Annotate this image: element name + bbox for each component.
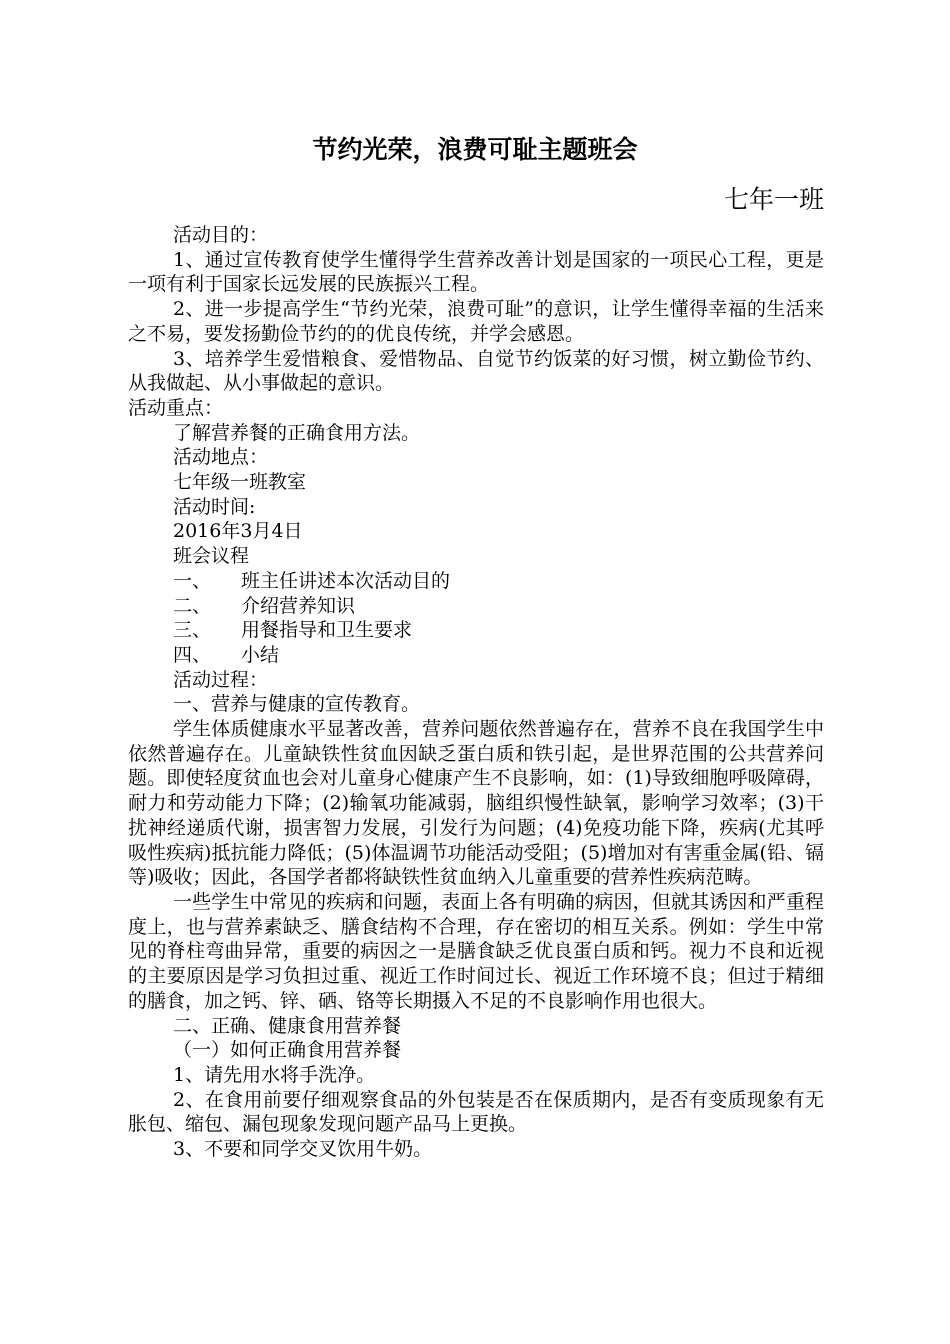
section-heading: 二、正确、健康食用营养餐 <box>173 1014 402 1037</box>
paragraph: 了解营养餐的正确食用方法。 <box>173 421 421 444</box>
agenda-number: 三、 <box>173 619 212 642</box>
agenda-number: 四、 <box>173 643 212 666</box>
agenda-text: 介绍营养知识 <box>241 594 356 617</box>
section-heading: 活动重点： <box>128 396 224 419</box>
section-heading: 活动目的： <box>173 224 269 246</box>
document-title: 节约光荣，浪费可耻主题班会 <box>312 135 638 164</box>
section-heading: 活动过程： <box>173 668 269 691</box>
paragraph: 2016年3月4日 <box>173 520 303 543</box>
paragraph: 七年级一班教室 <box>173 471 307 494</box>
section-heading: 一、营养与健康的宣传教育。 <box>173 693 421 716</box>
paragraph: 3、培养学生爱惜粮食、爱惜物品、自觉节约饭菜的好习惯，树立勤俭节约、从我做起、从小事做起的意识。 <box>128 347 824 395</box>
agenda-number: 一、 <box>173 569 212 592</box>
paragraph: 1、通过宣传教育使学生懂得学生营养改善计划是国家的一项民心工程，更是一项有利于国家长远发展的民族振兴工程。 <box>128 248 824 296</box>
paragraph: 2、进一步提高学生“节约光荣，浪费可耻”的意识，让学生懂得幸福的生活来之不易，要发扬勤俭节约的的优良传统，并学会感恩。 <box>128 298 824 345</box>
paragraph: 3、不要和同学交叉饮用牛奶。 <box>173 1138 433 1161</box>
document-body <box>128 223 824 1162</box>
agenda-item <box>128 618 824 643</box>
section-heading: 活动地点： <box>173 446 269 469</box>
agenda-number: 二、 <box>173 594 212 617</box>
agenda-item <box>128 643 824 668</box>
agenda-text: 班主任讲述本次活动目的 <box>241 569 451 592</box>
class-name: 七年一班 <box>723 185 824 214</box>
paragraph: 1、请先用水将手洗净。 <box>173 1063 376 1086</box>
section-heading: 活动时间: <box>173 495 256 518</box>
paragraph: 学生体质健康水平显著改善，营养问题依然普遍存在，营养不良在我国学生中依然普遍存在。儿童缺铁性贫血因缺乏蛋白质和铁引起，是世界范围的公共营养问题。即使轻度贫血也会对儿童身心健康产生不良影响，如：(1)导致细胞呼吸障碍，耐力和劳动能力下降；(2)输氧功能减弱，脑组织慢性缺氧，影响学习效率；(3)干扰神经递质代谢，损害智力发展，引发行为问题；(4)免疫功能下降，疾病(尤其呼吸性疾病)抵抗能力降低；(5)体温调节功能活动受阻；(5)增加对有害重金属(铅、镉等)吸收；因此，各国学者都将缺铁性贫血纳入儿童重要的营养性疾病范畴。 <box>128 718 824 889</box>
agenda-text: 小结 <box>241 643 280 666</box>
agenda-text: 用餐指导和卫生要求 <box>241 619 413 642</box>
agenda-item <box>128 594 824 619</box>
agenda-item <box>128 569 824 594</box>
paragraph: 一些学生中常见的疾病和问题，表面上各有明确的病因，但就其诱因和严重程度上，也与营养素缺乏、膳食结构不合理，存在密切的相互关系。例如：学生中常见的脊柱弯曲异常，重要的病因之一是膳食缺乏优良蛋白质和钙。视力不良和近视的主要原因是学习负担过重、视近工作时间过长、视近工作环境不良；但过于精细的膳食，加之钙、锌、硒、铬等长期摄入不足的不良影响作用也很大。 <box>128 890 824 1012</box>
section-heading: （一）如何正确食用营养餐 <box>173 1039 402 1062</box>
section-heading: 班会议程 <box>173 545 250 568</box>
paragraph: 2、在食用前要仔细观察食品的外包装是否在保质期内，是否有变质现象有无胀包、缩包、漏包现象发现问题产品马上更换。 <box>128 1088 824 1136</box>
